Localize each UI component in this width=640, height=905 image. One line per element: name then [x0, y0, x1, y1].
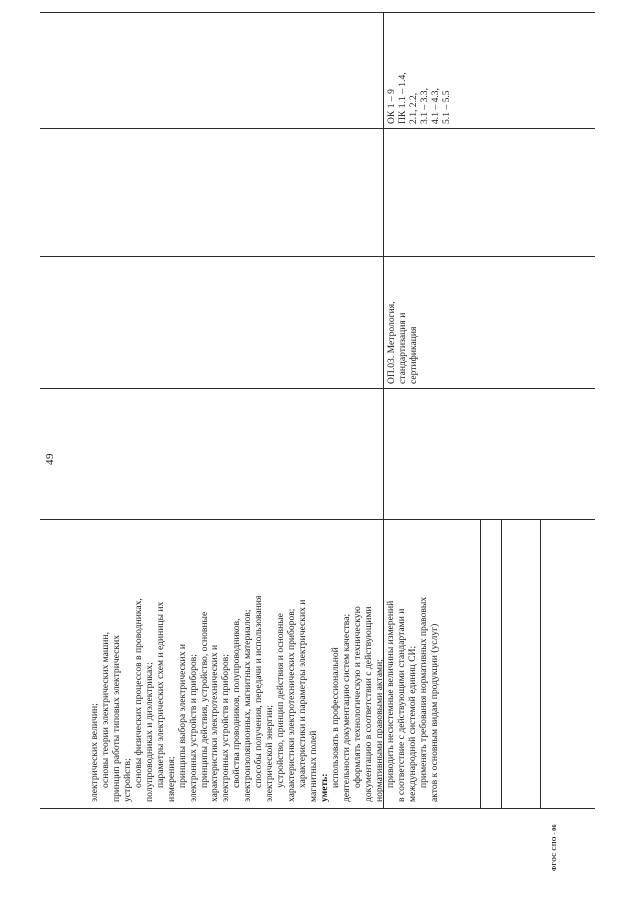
req-line: деятельности документацию систем качества; — [340, 613, 352, 802]
req-line: способы получения, передачи и использования — [253, 595, 265, 788]
req-line: применять требования нормативных правовых — [417, 596, 429, 788]
req-line: нормативными правовыми актами; — [373, 659, 385, 802]
req-line: электрической энергии; — [264, 704, 276, 802]
req-line: принципы выбора электрических и — [176, 643, 188, 788]
competencies-cell — [385, 17, 495, 127]
req-line: параметры электрических схем и единицы их — [154, 601, 166, 788]
req-line: характеристики и параметры электрических и — [297, 599, 309, 788]
req-line: международной системой единиц СИ; — [406, 645, 418, 802]
req-line: электронных устройств и приборов; — [220, 654, 232, 802]
column-divider-4 — [40, 128, 595, 129]
inner-row-line-c — [540, 520, 541, 809]
competency-item: 3.1 – 3.3, — [418, 88, 430, 124]
req-line: основы физических процессов в проводниках, — [132, 598, 144, 788]
competency-item: 2.1, 2.2, — [407, 92, 419, 124]
umet-heading: уметь: — [319, 773, 331, 802]
column-divider-2 — [40, 388, 595, 389]
footer-code: ФГОС СПО - 06 — [552, 824, 558, 871]
req-line: характеристики электротехнических и — [209, 644, 221, 802]
competency-item: ПК 1.1 – 1.4, — [396, 72, 408, 124]
discipline-cell: ОП.03. Метрология, стандартизация и сертификация — [386, 301, 419, 384]
req-line: магнитных полей — [308, 730, 320, 802]
req-line: документацию в соответствии с действующими — [362, 606, 374, 802]
column-divider-3 — [40, 256, 595, 257]
req-line: актов к основным видам продукции (услуг) — [428, 623, 440, 802]
page-number: 49 — [44, 453, 56, 465]
req-line: электронных устройств и приборов; — [187, 654, 199, 802]
column-divider-1 — [40, 519, 595, 520]
req-line: характеристики электротехнических приборов; — [286, 608, 298, 802]
req-line: свойства проводников, полупроводников, — [231, 618, 243, 788]
req-line: принцип работы типовых электрических — [110, 634, 122, 802]
table-right-border — [40, 12, 595, 13]
req-line: принципы действия, устройство, основные — [198, 611, 210, 788]
req-line: в соответствие с действующими стандартами и — [395, 608, 407, 802]
competency-item: ОК 1 – 9 — [386, 89, 397, 124]
req-line: приводить несистемные величины измерений — [384, 600, 396, 788]
req-line: измерения; — [165, 756, 177, 802]
req-line: электрических величин; — [89, 703, 100, 802]
req-line: оформлять технологическую и техническую — [351, 606, 363, 788]
table-left-border — [40, 808, 595, 809]
req-line: полупроводниках и диэлектриках; — [143, 662, 155, 802]
req-line: устройств; — [121, 758, 133, 802]
competency-item: 5.1 – 5.5 — [440, 90, 452, 124]
req-line: основы теории электрических машин, — [99, 632, 111, 788]
req-line: использовать в профессиональной — [329, 647, 341, 788]
requirements-cell — [88, 522, 536, 805]
competency-item: 4.1 – 4.3, — [429, 88, 441, 124]
req-line: электроизоляционных, магнитных материалов; — [242, 609, 254, 802]
req-line: устройство, принцип действия и основные — [275, 613, 287, 788]
